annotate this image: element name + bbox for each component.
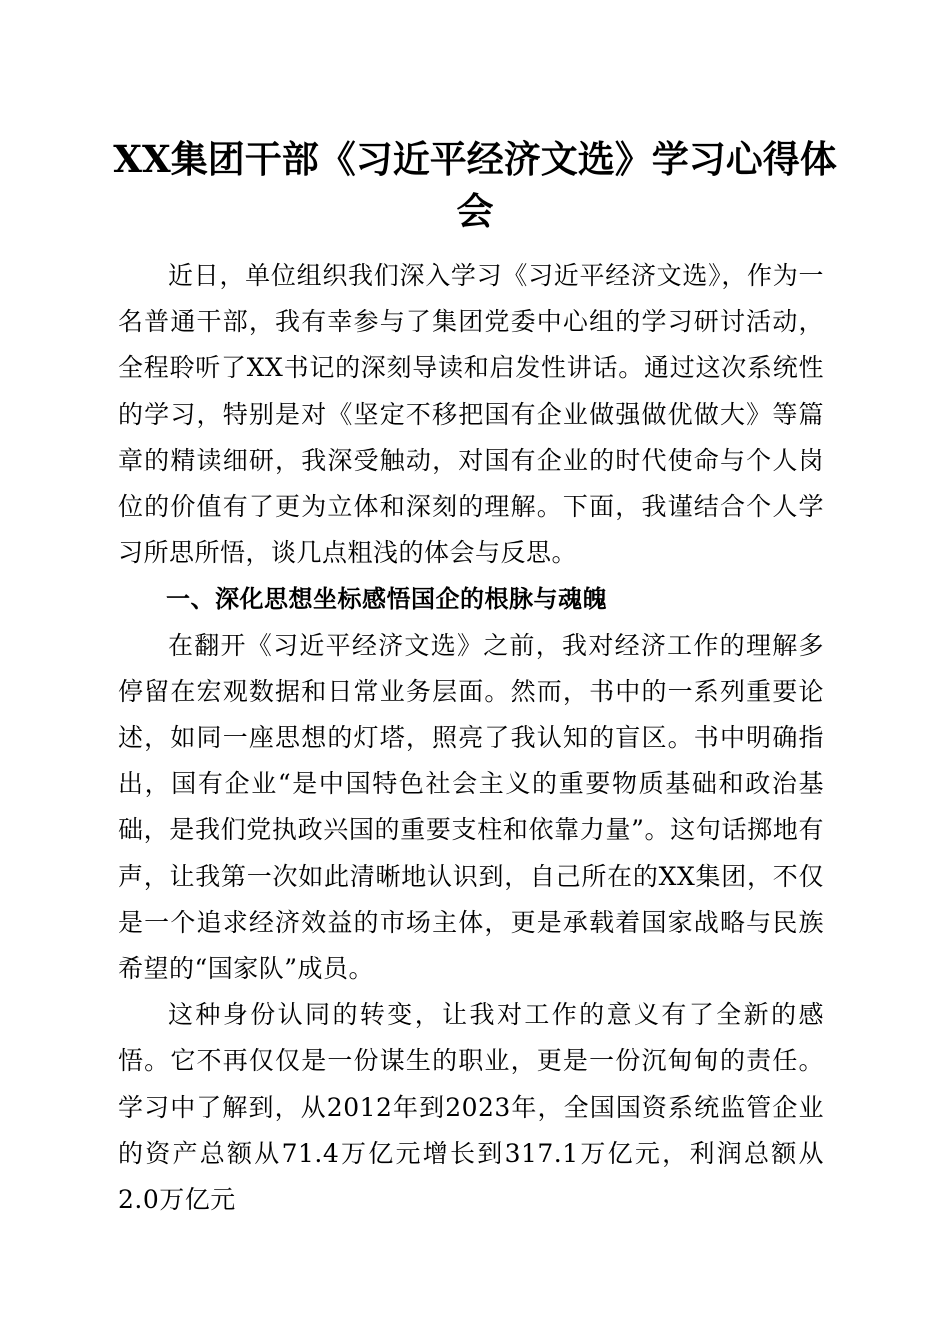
section-1-paragraph-1: 在翻开《习近平经济文选》之前，我对经济工作的理解多停留在宏观数据和日常业务层面。然而，书中的一系列重要论述，如同一座思想的灯塔，照亮了我认知的盲区。书中明确指出，国有企业“是中国特色社会主义的重要物质基础和政治基础，是我们党执政兴国的重要支柱和依靠力量”。这句话掷地有声，让我第一次如此清晰地认识到，自己所在的XX集团，不仅是一个追求经济效益的市场主体，更是承载着国家战略与民族希望的“国家队”成员。: [118, 630, 824, 984]
document-title: XX集团干部《习近平经济文选》学习心得体会: [113, 137, 837, 233]
document-body: [118, 253, 824, 1223]
section-1-paragraph-2: 这种身份认同的转变，让我对工作的意义有了全新的感悟。它不再仅仅是一份谋生的职业，更是一份沉甸甸的责任。学习中了解到，从2012年到2023年，全国国资系统监管企业的资产总额从71.4万亿元增长到317.1万亿元，利润总额从2.0万亿元: [118, 1000, 824, 1215]
section-1-heading: 一、深化思想坐标感悟国企的根脉与魂魄: [166, 585, 607, 614]
intro-paragraph: 近日，单位组织我们深入学习《习近平经济文选》，作为一名普通干部，我有幸参与了集团党委中心组的学习研讨活动，全程聆听了XX书记的深刻导读和启发性讲话。通过这次系统性的学习，特别是对《坚定不移把国有企业做强做优做大》等篇章的精读细研，我深受触动，对国有企业的时代使命与个人岗位的价值有了更为立体和深刻的理解。下面，我谨结合个人学习所思所悟，谈几点粗浅的体会与反思。: [118, 261, 824, 568]
